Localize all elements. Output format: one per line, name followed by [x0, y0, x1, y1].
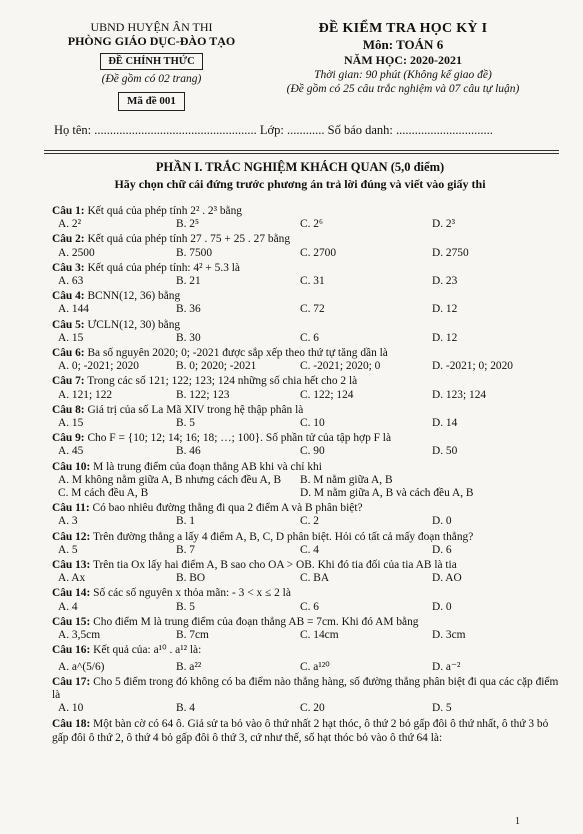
option-d: D. M nằm giữa A, B và cách đều A, B: [300, 487, 474, 500]
question-text: Có bao nhiêu đường thẳng đi qua 2 điểm A và B phân biệt?: [92, 502, 363, 515]
option-d: D. 50: [432, 445, 458, 458]
question-text: Kết quả của: a¹⁰ . a¹² là:: [93, 644, 202, 657]
option-c: C. 2⁶: [300, 218, 323, 231]
question-text: Số các số nguyên x thỏa mãn: - 3 < x ≤ 2 là: [93, 587, 291, 600]
option-d: D. AO: [432, 572, 462, 585]
question-label: Câu 2:: [52, 233, 85, 246]
official-badge: ĐỀ CHÍNH THỨC: [100, 53, 202, 70]
question: [52, 587, 562, 613]
question: [52, 717, 562, 745]
option-c: C. 2700: [300, 246, 337, 259]
option-d: D. 14: [432, 417, 458, 430]
question: [52, 432, 562, 458]
question-text: Kết quả của phép tính 2² . 2³ bằng: [87, 205, 243, 217]
question-text: Trong các số 121; 122; 123; 124 những số chia hết cho 2 là: [87, 375, 358, 388]
option-a: A. 0; -2021; 2020: [58, 360, 139, 373]
divider: [44, 150, 559, 151]
option-c: C. 10: [300, 417, 325, 430]
option-a: A. 63: [58, 275, 84, 288]
question-text: Cho F = {10; 12; 14; 16; 18; …; 100}. Số phần tử của tập hợp F là: [87, 432, 392, 445]
question: [52, 262, 562, 288]
question: [52, 347, 562, 373]
option-d: D. a⁻²: [432, 660, 461, 673]
question-label: Câu 3:: [52, 261, 85, 274]
option-c: C. a¹²⁰: [300, 660, 330, 673]
question-text: Cho điểm M là trung điểm của đoạn thẳng AB = 7cm. Khi đó AM bằng: [93, 615, 419, 628]
option-b: B. 122; 123: [176, 388, 230, 401]
option-a: A. 2²: [58, 218, 82, 231]
option-c: C. 6: [300, 600, 319, 613]
question-label: Câu 18:: [52, 718, 91, 731]
option-a: A. 144: [58, 303, 90, 316]
option-d: D. 12: [432, 303, 458, 316]
option-a: A. 3: [58, 515, 78, 528]
option-a: A. 2500: [58, 246, 95, 259]
option-a: A. a^(5/6): [58, 660, 105, 673]
question-list: [52, 205, 562, 747]
option-b: B. 4: [176, 702, 195, 715]
question-label: Câu 6:: [52, 347, 85, 360]
option-c: C. 122; 124: [300, 388, 354, 401]
question-label: Câu 8:: [52, 403, 85, 416]
option-a: A. 5: [58, 543, 78, 556]
question-label: Câu 16:: [52, 644, 91, 657]
page-number: 1: [515, 816, 520, 827]
question: [52, 616, 562, 642]
option-c: C. BA: [300, 572, 330, 585]
question-text: Ba số nguyên 2020; 0; -2021 được sắp xếp theo thứ tự tăng dần là: [87, 347, 388, 360]
question: [52, 290, 562, 316]
option-c: C. 20: [300, 702, 325, 715]
question-label: Câu 13:: [52, 559, 91, 572]
question: [52, 375, 562, 401]
option-a: A. M không nằm giữa A, B nhưng cách đều A, B: [58, 473, 282, 486]
question: [52, 461, 562, 501]
option-b: B. 7: [176, 543, 195, 556]
option-b: B. 21: [176, 275, 201, 288]
option-b: B. 5: [176, 417, 195, 430]
page-count-note: (Đề gồm có 02 trang): [101, 73, 202, 85]
question: [52, 319, 562, 345]
option-d: D. -2021; 0; 2020: [432, 360, 513, 373]
option-a: A. Ax: [58, 572, 86, 585]
question-label: Câu 12:: [52, 530, 91, 543]
question-text: ƯCLN(12, 30) bằng: [87, 318, 181, 331]
option-c: C. 14cm: [300, 629, 339, 642]
school-header: [44, 20, 259, 111]
question-text: Kết quả của phép tính: 4² + 5.3 là: [87, 261, 240, 274]
option-b: B. 46: [176, 445, 201, 458]
question-text: Giá trị của số La Mã XIV trong hệ thập phân là: [87, 403, 304, 416]
option-c: C. 31: [300, 275, 325, 288]
question: [52, 531, 562, 557]
option-d: D. 2³: [432, 218, 456, 231]
question-label: Câu 5:: [52, 318, 85, 331]
option-d: D. 23: [432, 275, 458, 288]
option-d: D. 3cm: [432, 629, 466, 642]
question-text: BCNN(12, 36) bằng: [87, 290, 181, 303]
option-d: D. 0: [432, 600, 452, 613]
structure-note: (Đề gồm có 25 câu trắc nghiệm và 07 câu tự luận): [286, 83, 520, 95]
option-c: C. M cách đều A, B: [58, 487, 149, 500]
option-c: C. 4: [300, 543, 319, 556]
option-b: B. 36: [176, 303, 201, 316]
question-label: Câu 15:: [52, 615, 91, 628]
question-text: Kết quả của phép tính 27 . 75 + 25 . 27 bằng: [87, 233, 291, 246]
question-label: Câu 11:: [52, 502, 90, 515]
question: [52, 502, 562, 528]
question-label: Câu 1:: [52, 205, 85, 217]
option-a: A. 3,5cm: [58, 629, 101, 642]
option-b: B. 30: [176, 331, 201, 344]
option-a: A. 45: [58, 445, 84, 458]
time-limit: Thời gian: 90 phút (Không kể giao đề): [314, 69, 492, 81]
option-b: B. 1: [176, 515, 195, 528]
question-text: Một bàn cờ có 64 ô. Giả sử ta bỏ vào ô thứ nhất 2 hạt thóc, ô thứ 2 bỏ gấp đôi ô thứ nhất, ô thứ 3 bỏ gấp đôi ô thứ 2, ô thứ 4 bỏ gấp đôi ô thứ 3, cứ như thế, số hạt thóc bỏ vào ô thứ 64 là:: [52, 718, 549, 745]
option-d: D. 6: [432, 543, 452, 556]
question-label: Câu 14:: [52, 587, 91, 600]
question-label: Câu 10:: [52, 460, 91, 473]
option-c: C. 72: [300, 303, 325, 316]
option-d: D. 12: [432, 331, 458, 344]
question-text: M là trung điểm của đoạn thẳng AB khi và chỉ khi: [93, 460, 322, 473]
option-b: B. 2⁵: [176, 218, 199, 231]
question: [52, 676, 562, 716]
option-a: A. 15: [58, 331, 84, 344]
option-b: B. a²²: [176, 660, 202, 673]
question-text: Trên tia Ox lấy hai điểm A, B sao cho OA > OB. Khi đó tia đối của tia AB là tia: [92, 559, 457, 572]
question-label: Câu 9:: [52, 432, 85, 445]
section-instruction: Hãy chọn chữ cái đứng trước phương án trả lời đúng và viết vào giấy thi: [114, 177, 486, 191]
question-label: Câu 7:: [52, 375, 85, 388]
option-d: D. 2750: [432, 246, 469, 259]
option-b: B. 0; 2020; -2021: [176, 360, 257, 373]
option-b: B. 7cm: [176, 629, 209, 642]
option-a: A. 4: [58, 600, 78, 613]
question: [52, 559, 562, 585]
option-a: A. 10: [58, 702, 84, 715]
option-c: C. 6: [300, 331, 319, 344]
option-d: D. 5: [432, 702, 452, 715]
option-b: B. 5: [176, 600, 195, 613]
option-b: B. M nằm giữa A, B: [300, 473, 393, 486]
question-text: Cho 5 điểm trong đó không có ba điểm nào thẳng hàng, số đường thẳng phân biệt đi qua các cặp điểm là: [52, 675, 559, 701]
section-title: PHẦN I. TRẮC NGHIỆM KHÁCH QUAN (5,0 điểm): [155, 160, 445, 174]
exam-subject: Môn: TOÁN 6: [362, 37, 444, 52]
district-name: UBND HUYỆN ÂN THI: [90, 20, 213, 34]
question: [52, 644, 562, 673]
question-text: Trên đường thẳng a lấy 4 điểm A, B, C, D phân biệt. Hỏi có tất cả mấy đoạn thẳng?: [92, 530, 474, 543]
question: [52, 205, 562, 231]
option-d: D. 123; 124: [432, 388, 487, 401]
option-c: C. 90: [300, 445, 325, 458]
option-c: C. -2021; 2020; 0: [300, 360, 381, 373]
exam-title: ĐỀ KIỂM TRA HỌC KỲ I: [318, 21, 488, 36]
option-c: C. 2: [300, 515, 319, 528]
student-info-line: Họ tên: .................................................... Lớp: ............ Số báo danh: ...............................: [54, 123, 493, 137]
option-a: A. 15: [58, 417, 84, 430]
question: [52, 404, 562, 430]
department-name: PHÒNG GIÁO DỤC-ĐÀO TẠO: [67, 34, 236, 48]
question-label: Câu 17:: [52, 675, 91, 688]
option-a: A. 121; 122: [58, 388, 113, 401]
divider: [44, 153, 559, 154]
question: [52, 233, 562, 259]
question-label: Câu 4:: [52, 290, 85, 303]
exam-header: [258, 20, 548, 96]
option-d: D. 0: [432, 515, 452, 528]
exam-code-badge: Mã đề 001: [118, 92, 185, 111]
option-b: B. BO: [176, 572, 206, 585]
school-year: NĂM HỌC: 2020-2021: [344, 53, 462, 67]
option-b: B. 7500: [176, 246, 213, 259]
